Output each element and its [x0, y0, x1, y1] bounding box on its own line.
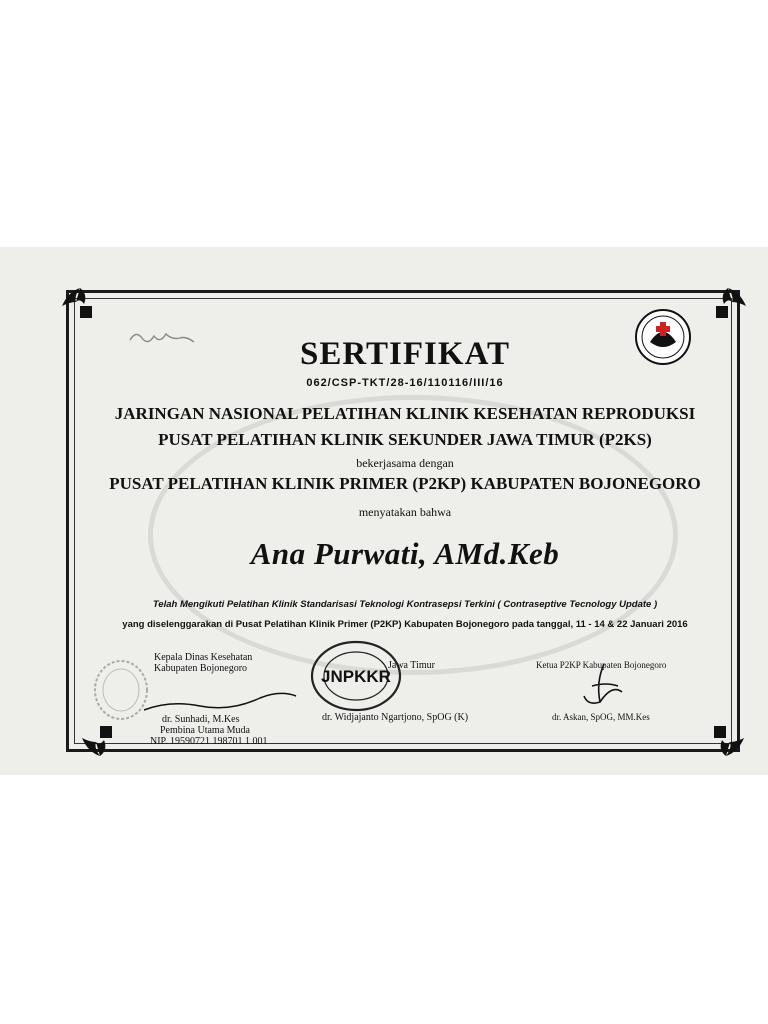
corner-ornament-bottom-left: [78, 716, 122, 760]
declaration-text: menyatakan bahwa: [358, 505, 452, 519]
training-description: Telah Mengikuti Pelatihan Klinik Standarisasi Teknologi Kontrasepsi Terkini ( Contraseptive Tecnology Update ): [152, 599, 658, 610]
signatory-1-rank: Pembina Utama Muda: [160, 725, 250, 736]
signature-1: [140, 680, 300, 716]
corner-ornament-top-right: [706, 284, 750, 328]
signatory-1-position: Kepala Dinas Kesehatan Kabupaten Bojonegoro: [154, 652, 253, 674]
signatory-1-name: dr. Sunhadi, M.Kes: [162, 714, 240, 725]
signatory-3-position: Ketua P2KP Kabupaten Bojonegoro: [536, 660, 667, 670]
corner-ornament-top-left: [58, 284, 102, 328]
stamp-text: JNPKKR: [321, 667, 391, 686]
training-details: yang diselenggarakan di Pusat Pelatihan Klinik Primer (P2KP) Kabupaten Bojonegoro pada tanggal, 11 - 14 & 22 Januari 2016: [122, 619, 688, 630]
signatory-1-nip: NIP. 19590721 198701 1 001: [150, 736, 268, 747]
collaboration-text: bekerjasama dengan: [356, 456, 454, 470]
signatory-3-name: dr. Askan, SpOG, MM.Kes: [552, 712, 650, 722]
signatory-2-name: dr. Widjajanto Ngartjono, SpOG (K): [322, 712, 469, 723]
organization-line-2: PUSAT PELATIHAN KLINIK SEKUNDER JAWA TIMUR (P2KS): [158, 430, 652, 449]
corner-ornament-bottom-right: [704, 716, 748, 760]
organization-line-1: JARINGAN NASIONAL PELATIHAN KLINIK KESEHATAN REPRODUKSI: [114, 404, 696, 423]
signatory-2-position: Jawa Timur: [388, 660, 435, 671]
certificate-title: SERTIFIKAT: [300, 336, 510, 372]
organization-stamp: [310, 640, 402, 712]
organization-line-3: PUSAT PELATIHAN KLINIK PRIMER (P2KP) KABUPATEN BOJONEGORO: [109, 474, 701, 493]
recipient-name: Ana Purwati, AMd.Keb: [250, 536, 560, 571]
certificate-number: 062/CSP-TKT/28-16/110116/III/16: [306, 377, 504, 389]
